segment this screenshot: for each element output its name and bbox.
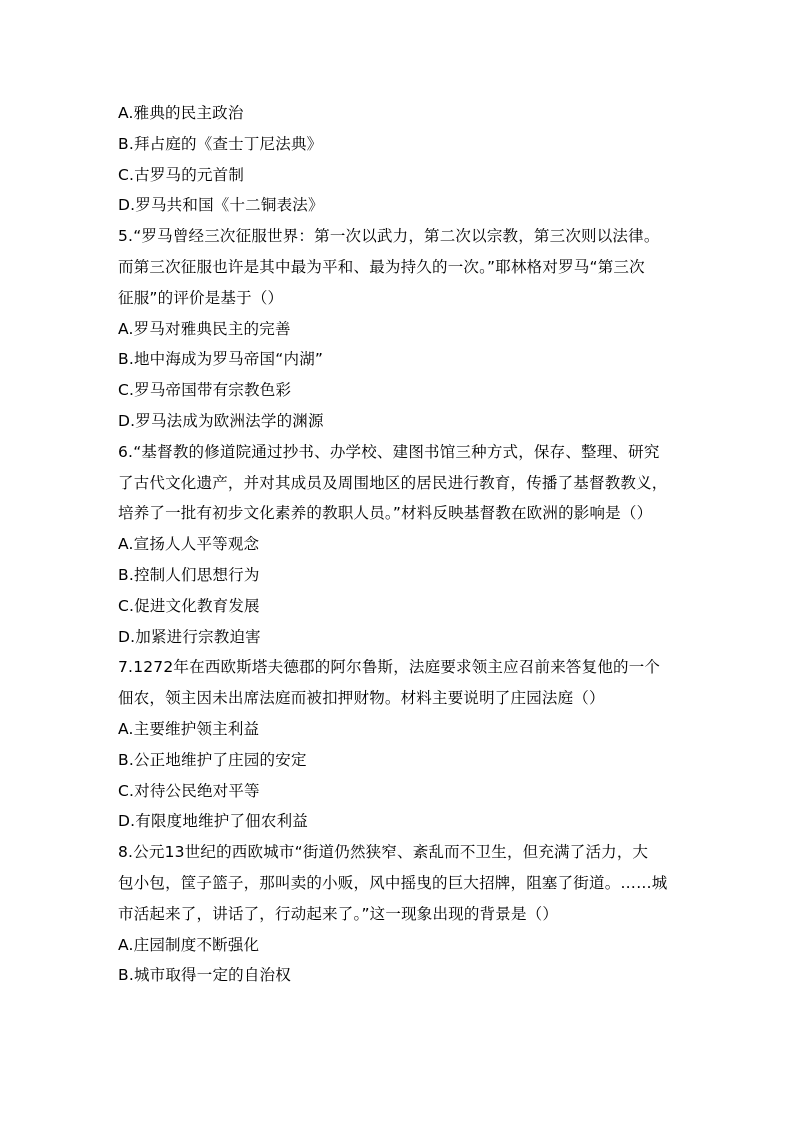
question-5-line-2: 而第三次征服也许是其中最为平和、最为持久的一次。”耶林格对罗马“第三次 (118, 257, 645, 276)
option-7b: B.公正地维护了庄园的安定 (118, 750, 307, 769)
question-7-line-1: 7.1272年在西欧斯塔夫德郡的阿尔鲁斯，法庭要求领主应召前来答复他的一个 (118, 658, 661, 677)
option-6c: C.促进文化教育发展 (118, 596, 260, 615)
option-4a: A.雅典的民主政治 (118, 104, 244, 122)
question-8 (118, 837, 678, 929)
question-8-line-3: 市活起来了，讲话了，行动起来了。”这一现象出现的背景是（） (118, 904, 559, 923)
option-6d: D.加紧进行宗教迫害 (118, 627, 261, 646)
option-8b: B.城市取得一定的自治权 (118, 966, 291, 985)
option-4c: C.古罗马的元首制 (118, 165, 245, 184)
question-5-line-3: 征服”的评价是基于（） (118, 288, 284, 307)
question-5-line-1: 5.“罗马曾经三次征服世界：第一次以武力，第二次以宗教，第三次则以法律。 (118, 227, 660, 246)
option-6b: B.控制人们思想行为 (118, 565, 260, 584)
option-6a: A.宣扬人人平等观念 (118, 535, 260, 554)
option-5b: B.地中海成为罗马帝国“内湖” (118, 350, 324, 369)
document-content (118, 98, 678, 991)
option-7c: C.对待公民绝对平等 (118, 781, 260, 800)
question-6-line-1: 6.“基督教的修道院通过抄书、办学校、建图书馆三种方式，保存、整理、研究 (118, 442, 660, 461)
question-6 (118, 437, 678, 529)
option-5c: C.罗马帝国带有宗教色彩 (118, 381, 292, 400)
option-4b: B.拜占庭的《查士丁尼法典》 (118, 134, 323, 153)
option-7a: A.主要维护领主利益 (118, 719, 260, 738)
option-4d: D.罗马共和国《十二铜表法》 (118, 196, 324, 215)
question-6-line-3: 培养了一批有初步文化素养的教职人员。”材料反映基督教在欧洲的影响是（） (118, 504, 653, 523)
option-5a: A.罗马对雅典民主的完善 (118, 319, 291, 338)
option-7d: D.有限度地维护了佃农利益 (118, 812, 308, 831)
question-7-line-2: 佃农，领主因未出席法庭而被扣押财物。材料主要说明了庄园法庭（） (118, 689, 605, 708)
option-8a: A.庄园制度不断强化 (118, 935, 260, 954)
question-7 (118, 652, 678, 714)
question-5 (118, 221, 678, 313)
option-5d: D.罗马法成为欧洲法学的渊源 (118, 411, 324, 430)
question-6-line-2: 了古代文化遗产，并对其成员及周围地区的居民进行教育，传播了基督教教义， (118, 473, 668, 492)
question-8-line-1: 8.公元13世纪的西欧城市“街道仍然狭窄、紊乱而不卫生，但充满了活力，大 (118, 843, 649, 862)
question-8-line-2: 包小包，筐子篮子，那叫卖的小贩，风中摇曳的巨大招牌，阻塞了街道。……城 (118, 873, 668, 892)
